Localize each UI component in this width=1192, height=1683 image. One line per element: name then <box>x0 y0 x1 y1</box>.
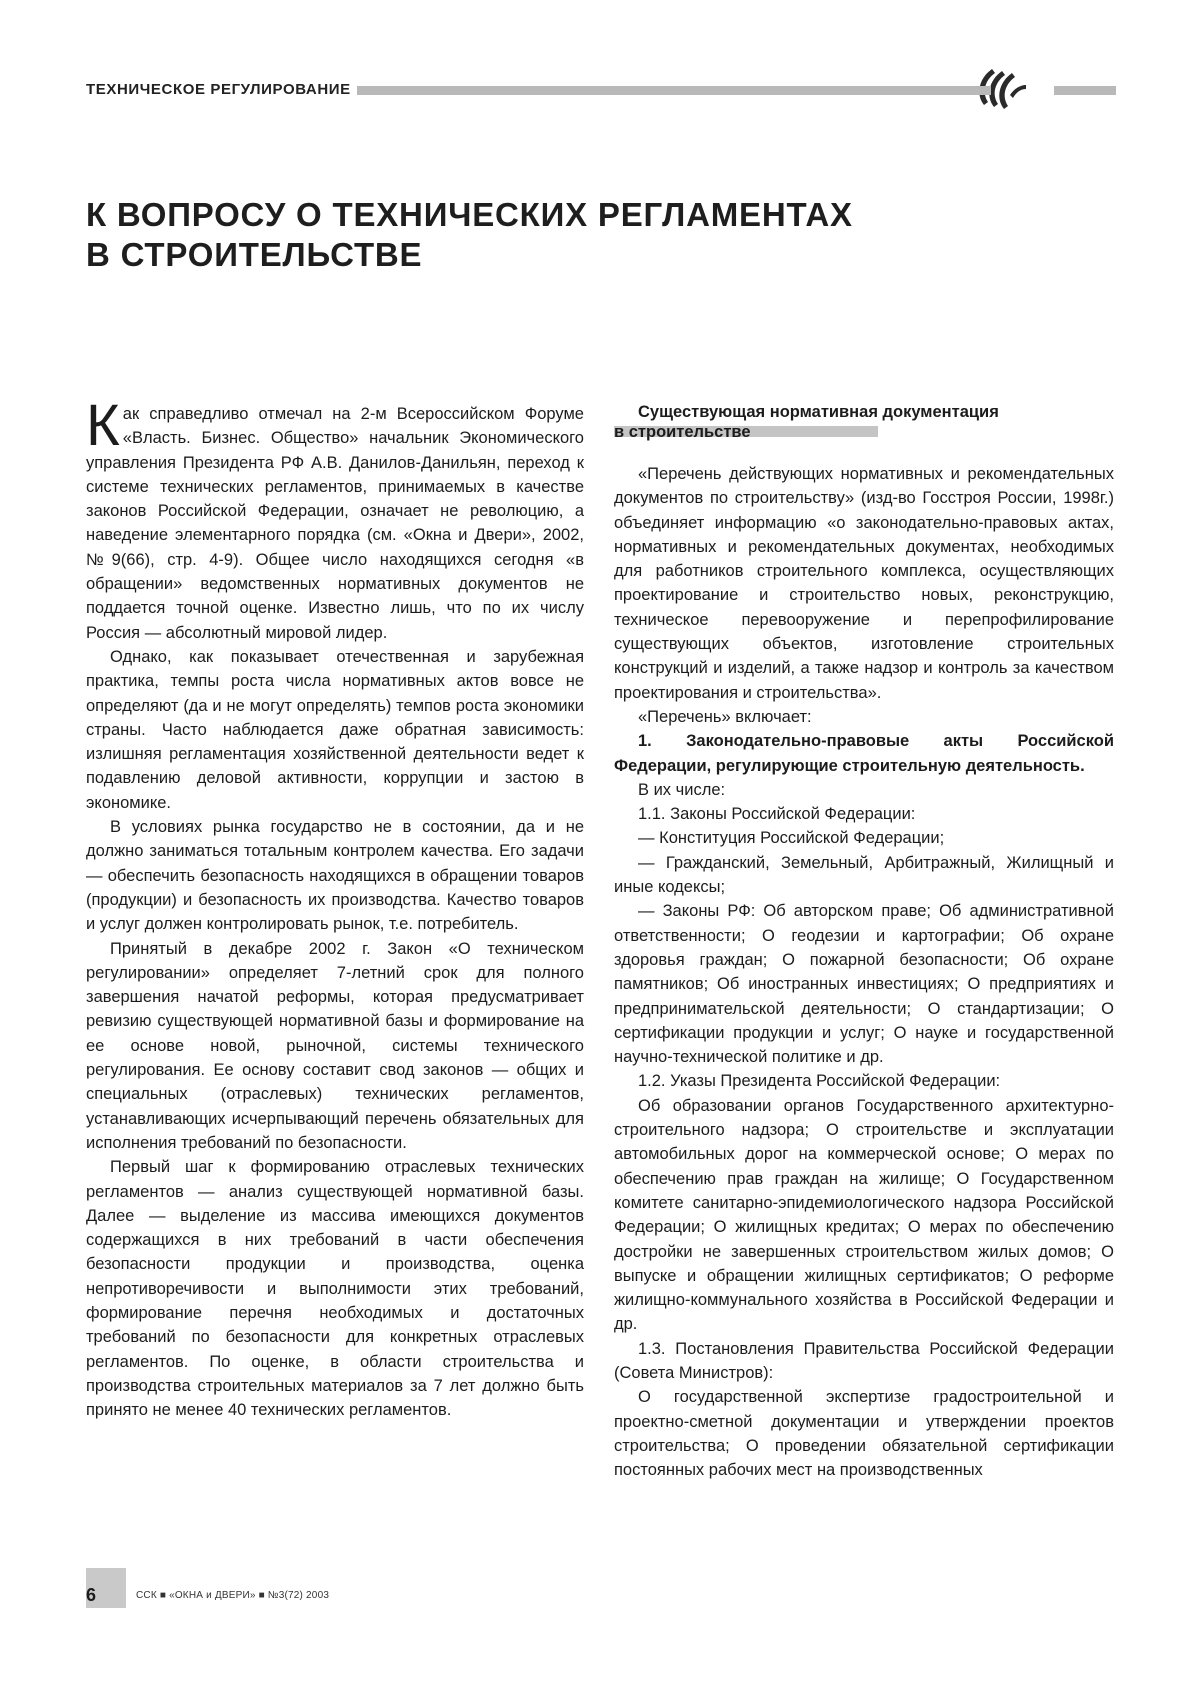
paragraph-bold: 1. Законодательно-правовые акты Российской Федерации, регулирующие строительную деятельность. <box>614 732 1114 775</box>
right-column <box>614 462 1114 1482</box>
running-header <box>86 83 1116 97</box>
article-title <box>86 195 986 275</box>
page-number: 6 <box>86 1585 97 1605</box>
paragraph: «Перечень действующих нормативных и рекомендательных документов по строительству» (изд-во Госстроя России, 1998г.) объединяет информацию «о законодательно-правовых актах, нормативных и рекомендательных документах, необходимых для работников строительного комплекса, осуществляющих проектирование и строительство новых, реконструкцию, техническое перевооружение и перепрофилирование существующих объектов, изготовление строительных конструкций и изделий, а также надзор и контроль за качеством проектирования и строительства». <box>614 465 1114 702</box>
paragraph: 1.1. Законы Российской Федерации: <box>638 805 916 824</box>
paragraph: В условиях рынка государство не в состоянии, да и не должно заниматься тотальным контролем качества. Его задачи — обеспечить безопасность находящихся в обращении товаров (продукции) и безопасность их производства. Качество товаров и услуг должен контролировать рынок, т.е. потребитель. <box>86 818 584 934</box>
paragraph: Принятый в декабре 2002 г. Закон «О техническом регулировании» определяет 7-летний срок для полного завершения начатой реформы, которая предусматривает ревизию существующей нормативной базы и формирование на ее основе новой, рыночной, системы технического регулирования. Ее основу составит свод законов — общих и специальных (отраслевых) технических регламентов, устанавливающих исчерпывающий перечень обязательных для исполнения требований по безопасности. <box>86 939 584 1152</box>
section-heading: Существующая нормативная документация в строительстве <box>614 403 999 441</box>
paragraph: Об образовании органов Государственного архитектурно-строительного надзора; О строительстве и эксплуатации автомобильных дорог на коммерческой основе; О мерах по обеспечению прав граждан на жилище; О Государственном комитете санитарно-эпидемиологического надзора Российской Федерации; О жилищных кредитах; О мерах по обеспечению достройки не завершенных строительством жилых домов; О выпуске и обращении жилищных сертификатов; О реформе жилищно-коммунального хозяйства в Российской Федерации и др. <box>614 1096 1114 1334</box>
section-label: ТЕХНИЧЕСКОЕ РЕГУЛИРОВАНИЕ <box>86 83 357 97</box>
paragraph: — Законы РФ: Об авторском праве; Об административной ответственности; О геодезии и картографии; Об охране здоровья граждан; О пожарной безопасности; Об охране памятников; Об иностранных инвестициях; О предприятиях и предпринимательской деятельности; О стандартизации; О сертификации продукции и услуг; О науке и государственной научно-технической политике и др. <box>614 902 1114 1067</box>
paragraph: — Гражданский, Земельный, Арбитражный, Жилищный и иные кодексы; <box>614 853 1114 897</box>
drop-cap: К <box>86 393 120 458</box>
title-line-2: В СТРОИТЕЛЬСТВЕ <box>86 236 423 273</box>
paragraph: «Перечень» включает: <box>638 707 812 726</box>
paragraph: 1.3. Постановления Правительства Российской Федерации (Совета Министров): <box>614 1339 1114 1382</box>
paragraph: 1.2. Указы Президента Российской Федерации: <box>638 1072 1001 1091</box>
header-rule-right <box>1054 86 1116 95</box>
journal-info: ССК ■ «ОКНА и ДВЕРИ» ■ №3(72) 2003 <box>136 1590 330 1601</box>
left-column <box>86 393 584 1422</box>
paragraph: Однако, как показывает отечественная и зарубежная практика, темпы роста числа нормативных актов вовсе не определяют (да и не могут определять) темпов роста экономики страны. Часто наблюдается даже обратная зависимость: излишняя регламентация хозяйственной деятельности ведет к подавлению деловой активности, коррупции и застою в экономике. <box>86 647 584 812</box>
paragraph: Первый шаг к формированию отраслевых технических регламентов — анализ существующей нормативной базы. Далее — выделение из массива имеющихся документов содержащихся в них требований в части обеспечения безопасности продукции и производства, оценка непротиворечивости и выполнимости этих требований, формирование перечня необходимых и достаточных требований по безопасности для конкретных отраслевых регламентов. По оценке, в области строительства и производства строительных материалов за 7 лет должно быть принято не менее 40 технических регламентов. <box>86 1158 584 1420</box>
paragraph: Как справедливо отмечал на 2-м Всероссийском Форуме «Власть. Бизнес. Общество» начальник Экономического управления Президента РФ А.В. Данилов-Данильян, переход к системе технических регламентов, принимаемых в качестве законов Российской Федерации, означает не революцию, а наведение элементарного порядка (см. «Окна и Двери», 2002, №9(66), стр. 4-9). Общее число находящихся сегодня «в обращении» ведомственных нормативных документов не поддается точной оценке. Известно лишь, что по их числу Россия — абсолютный мировой лидер. <box>86 393 584 642</box>
paragraph: О государственной экспертизе градостроительной и проектно-сметной документации и утверждении проектов строительства; О проведении обязательной сертификации постоянных рабочих мест на производственных <box>614 1388 1114 1480</box>
paragraph: В их числе: <box>638 780 726 799</box>
paragraph: — Конституция Российской Федерации; <box>638 829 945 848</box>
title-line-1: К ВОПРОСУ О ТЕХНИЧЕСКИХ РЕГЛАМЕНТАХ <box>86 196 853 233</box>
